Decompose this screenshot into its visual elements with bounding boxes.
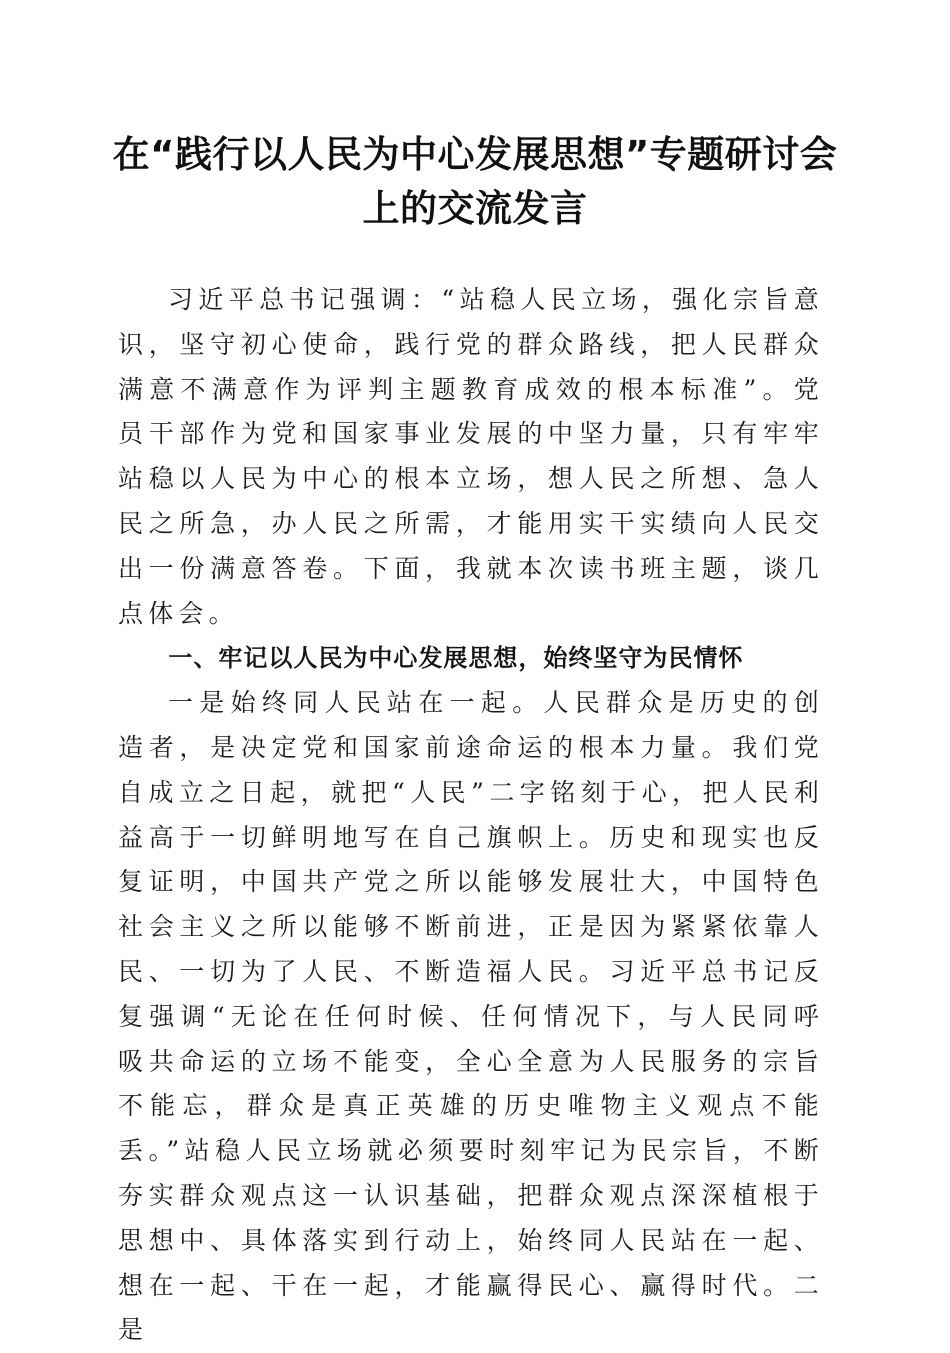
section-1-paragraph: 一是始终同人民站在一起。人民群众是历史的创造者，是决定党和国家前途命运的根本力量。我们党自成立之日起，就把“人民”二字铭刻于心，把人民利益高于一切鲜明地写在自己旗帜上。历史和现实也反复证明，中国共产党之所以能够发展壮大，中国特色社会主义之所以能够不断前进，正是因为紧紧依靠人民、一切为了人民、不断造福人民。习近平总书记反复强调“无论在任何时候、任何情况下，与人民同呼吸共命运的立场不能变，全心全意为人民服务的宗旨不能忘，群众是真正英雄的历史唯物主义观点不能丢。”站稳人民立场就必须要时刻牢记为民宗旨，不断夯实群众观点这一认识基础，把群众观点深深植根于思想中、具体落实到行动上，始终同人民站在一起、想在一起、干在一起，才能赢得民心、赢得时代。二是 — [118, 688, 824, 1345]
title-line-1: 在“践行以人民为中心发展思想”专题研讨会 — [112, 133, 838, 176]
title-line-2: 上的交流发言 — [362, 187, 588, 230]
page-title — [110, 128, 840, 236]
section-heading-1: 一、牢记以人民为中心发展思想，始终坚守为民情怀 — [168, 644, 744, 673]
document-body — [118, 278, 824, 1353]
intro-paragraph: 习近平总书记强调：“站稳人民立场，强化宗旨意识，坚守初心使命，践行党的群众路线，把人民群众满意不满意作为评判主题教育成效的根本标准”。党员干部作为党和国家事业发展的中坚力量，只有牢牢站稳以人民为中心的根本立场，想人民之所想、急人民之所急，办人民之所需，才能用实干实绩向人民交出一份满意答卷。下面，我就本次读书班主题，谈几点体会。 — [118, 285, 824, 628]
